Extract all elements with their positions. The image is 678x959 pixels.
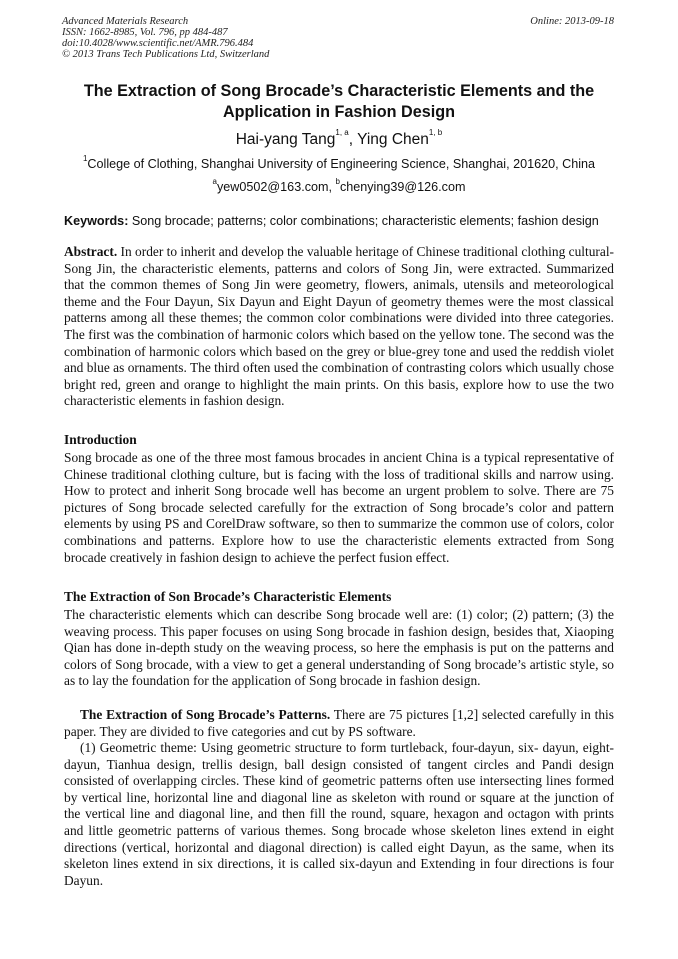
title-line-1: The Extraction of Song Brocade’s Characteristic Elements and the	[83, 82, 595, 100]
author-1: Hai-yang Tang	[235, 131, 336, 148]
email-a-sup: a	[212, 177, 217, 186]
author-1-sup: 1, a	[335, 128, 349, 137]
abstract	[64, 244, 614, 410]
geometric-theme-paragraph: (1) Geometric theme: Using geometric structure to form turtleback, four-dayun, six- dayun, eight-dayun, Tianhua design, trellis design, ball design consisted of tangent circles and Pandi design consisted of overlapping circles. These kind of geometric patterns often use intersecting lines formed by vertical line, horizontal line and diagonal line as skeleton with round or square at the junction of the vertical line and diagonal line, and then fill the round, square, hexagon and octagon with prints and little geometric patterns of various themes. Song brocade whose skeleton lines extend in eight directions (vertical, horizontal and diagonal direction) is called eight Dayun, as the same, when its skeleton lines extend in six directions, it is called six-dayun and Extending in four directions is four Dayun.	[64, 740, 614, 888]
paper-title	[64, 81, 614, 123]
online-date: Online: 2013-09-18	[530, 16, 614, 27]
copyright: © 2013 Trans Tech Publications Ltd, Switzerland	[62, 49, 270, 60]
email-b-sup: b	[335, 177, 340, 186]
doi: doi:10.4028/www.scientific.net/AMR.796.484	[62, 38, 254, 49]
keywords	[64, 214, 614, 228]
journal-name: Advanced Materials Research	[62, 16, 189, 27]
affiliation	[54, 154, 624, 171]
author-2-sup: 1, b	[428, 128, 443, 137]
keywords-label: Keywords:	[64, 214, 129, 228]
extraction-heading: The Extraction of Son Brocade’s Characteristic Elements	[64, 589, 392, 604]
patterns-paragraph	[64, 707, 614, 740]
keywords-text: Song brocade; patterns; color combinations; characteristic elements; fashion design	[128, 214, 599, 228]
patterns-text: There are 75 pictures [1,2] selected carefully in this paper. They are divided to five categories and cut by PS software.	[64, 707, 614, 739]
email-a[interactable]: yew0502@163.com,	[216, 180, 336, 194]
introduction-text: Song brocade as one of the three most famous brocades in ancient China is a typical representative of Chinese traditional clothing culture, but is facing with the loss of traditional skills and narrow using. How to protect and inherit Song brocade well has become an urgent problem to solve. There are 75 pictures of Song brocade selected carefully for the extraction of Song brocade’s color and pattern elements by using PS and CorelDraw software, so then to summarize the common use of colors, color combinations and patterns. Explore how to use the characteristic elements extracted from Song brocade creatively in fashion design to achieve the perfect fusion effect.	[64, 450, 614, 565]
journal-info	[62, 16, 269, 60]
email-b[interactable]: chenying39@126.com	[339, 180, 466, 194]
author-2: Ying Chen	[357, 131, 429, 148]
patterns-subheading: The Extraction of Song Brocade’s Patterns.	[80, 707, 331, 722]
abstract-label: Abstract.	[64, 244, 118, 259]
authors	[64, 128, 614, 149]
author-sep: ,	[348, 131, 358, 148]
introduction-heading: Introduction	[64, 432, 137, 447]
emails	[64, 177, 614, 194]
affiliation-sup: 1	[82, 154, 88, 163]
abstract-text: In order to inherit and develop the valuable heritage of Chinese traditional clothing cultural-Song Jin, the characteristic elements, patterns and colors of Song Jin, were extracted. Summarized that the common themes of Song Jin were geometry, flowers, animals, utensils and meteorological theme and the Four Dayun, Six Dayun and Eight Dayun of geometry themes were the most classical patterns among all these themes; the common color combinations were divided into three categories. The first was the combination of harmonic colors which based on the yellow tone. The second was the combination of harmonic colors which based on the grey or blue-grey tone and used the reddish violet and blue as ornaments. The third often used the combination of contrasting colors which usually chose bright red, green and orange to highlight the main prints. On this basis, explore how to use the two characteristic elements in fashion design.	[64, 244, 614, 409]
issn: ISSN: 1662-8985, Vol. 796, pp 484-487	[62, 27, 228, 38]
title-line-2: Application in Fashion Design	[222, 103, 456, 121]
extraction-paragraph-1: The characteristic elements which can describe Song brocade well are: (1) color; (2) pattern; (3) the weaving process. This paper focuses on using Song brocade in fashion design, besides that, Xiaoping Qian has done in-depth study on the weaving process, so here the emphasis is put on the patterns and colors of Song brocade, with a view to get a general understanding of Song brocade’s artistic style, so as to lay the foundation for the application of Song brocade in fashion design.	[64, 607, 614, 689]
affiliation-text: College of Clothing, Shanghai University of Engineering Science, Shanghai, 201620, China	[87, 157, 596, 171]
